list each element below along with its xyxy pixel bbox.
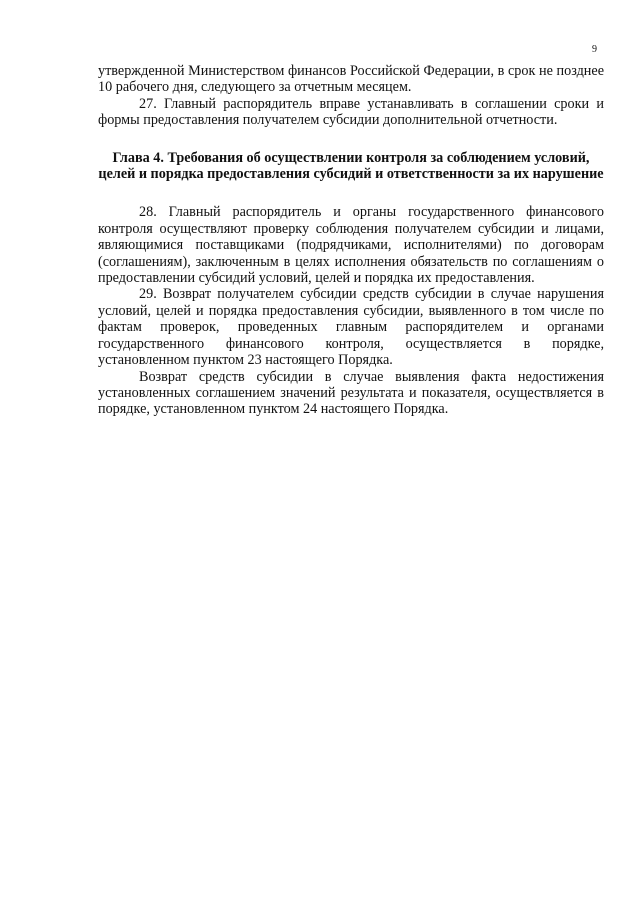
paragraph-29-continuation: Возврат средств субсидии в случае выявления факта недостижения установленных соглашением значений результата и показателя, осуществляется в порядке, установленном пунктом 24 настоящего Порядка. bbox=[98, 368, 604, 418]
paragraph-27: 27. Главный распорядитель вправе устанавливать в соглашении сроки и формы предоставления получателем субсидии дополнительной отчетности. bbox=[98, 95, 604, 129]
chapter-heading: Глава 4. Требования об осуществлении контроля за соблюдением условий, целей и порядка предоставления субсидий и ответственности за их нарушение bbox=[98, 149, 604, 183]
paragraph-28: 28. Главный распорядитель и органы государственного финансового контроля осуществляют проверку соблюдения получателем субсидии и лицами, являющимися поставщиками (подрядчиками, исполнителями) по договорам (соглашениям), заключенным в целях исполнения обязательств по соглашениям о предоставлении субсидий условий, целей и порядка их предоставления. bbox=[98, 204, 604, 287]
paragraph-29: 29. Возврат получателем субсидии средств субсидии в случае нарушения условий, целей и порядка предоставления субсидии, выявленного в том числе по фактам проверок, проведенных главным распорядителем и органами государственного финансового контроля, осуществляется в порядке, установленном пунктом 23 настоящего Порядка. bbox=[98, 286, 604, 369]
chapter-section bbox=[98, 204, 604, 417]
paragraph-continuation: утвержденной Министерством финансов Российской Федерации, в срок не позднее 10 рабочего дня, следующего за отчетным месяцем. bbox=[98, 63, 604, 96]
document-body bbox=[98, 63, 604, 418]
page-number: 9 bbox=[592, 44, 597, 55]
